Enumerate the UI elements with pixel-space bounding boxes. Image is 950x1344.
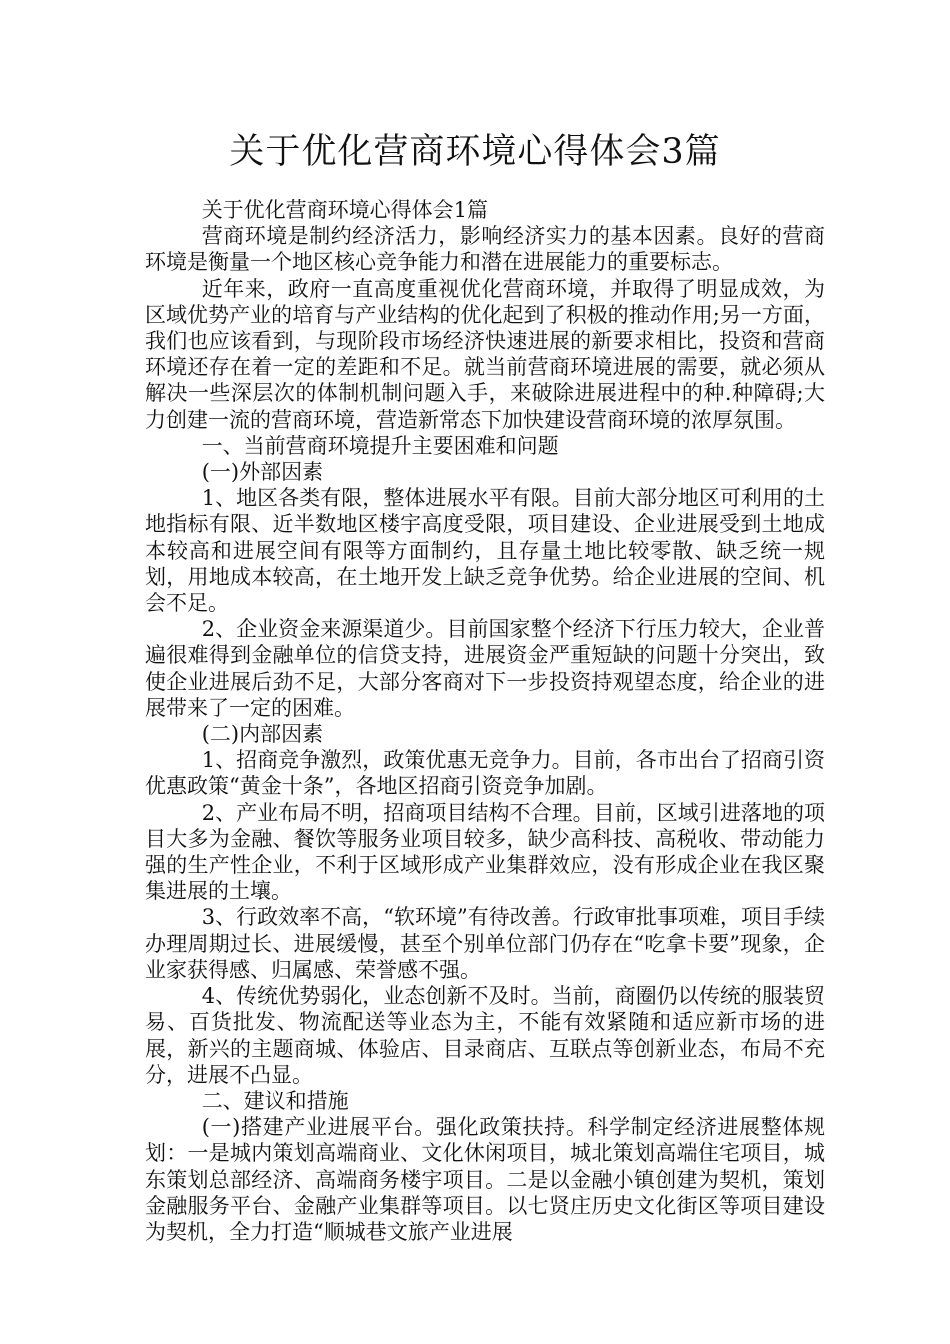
paragraph: 1、地区各类有限，整体进展水平有限。目前大部分地区可利用的土地指标有限、近半数地区楼宇高度受限，项目建设、企业进展受到土地成本较高和进展空间有限等方面制约，且存量土地比较零散、缺乏统一规划，用地成本较高，在土地开发上缺乏竞争优势。给企业进展的空间、机会不足。 — [145, 486, 825, 616]
document-body — [145, 197, 825, 1245]
section-heading: 二、建议和措施 — [201, 1088, 349, 1113]
paragraph: (一)搭建产业进展平台。强化政策扶持。科学制定经济进展整体规划：一是城内策划高端商业、文化休闲项目，城北策划高端住宅项目，城东策划总部经济、高端商务楼宇项目。二是以金融小镇创建为契机，策划金融服务平台、金融产业集群等项目。以七贤庄历史文化街区等项目建设为契机，全力打造“顺城巷文旅产业进展 — [145, 1115, 825, 1244]
subsection-heading: (一)外部因素 — [201, 460, 324, 485]
section-heading: 一、当前营商环境提升主要困难和问题 — [201, 433, 559, 458]
subsection-heading: (二)内部因素 — [201, 722, 324, 747]
document-title: 关于优化营商环境心得体会3篇 — [229, 132, 721, 172]
paragraph: 1、招商竞争激烈，政策优惠无竞争力。目前，各市出台了招商引资优惠政策“黄金十条”，各地区招商引资竞争加剧。 — [145, 748, 825, 799]
paragraph: 4、传统优势弱化，业态创新不及时。当前，商圈仍以传统的服装贸易、百货批发、物流配送等业态为主，不能有效紧随和适应新市场的进展，新兴的主题商城、体验店、目录商店、互联点等创新业态，布局不充分，进展不凸显。 — [145, 984, 825, 1087]
paragraph: 3、行政效率不高，“软环境”有待改善。行政审批事项难，项目手续办理周期过长、进展缓慢，甚至个别单位部门仍存在“吃拿卡要”现象，企业家获得感、归属感、荣誉感不强。 — [145, 905, 825, 982]
paragraph: 近年来，政府一直高度重视优化营商环境，并取得了明显成效，为区域优势产业的培育与产业结构的优化起到了积极的推动作用;另一方面，我们也应该看到，与现阶段市场经济快速进展的新要求相比，投资和营商环境还存在着一定的差距和不足。就当前营商环境进展的需要，就必须从解决一些深层次的体制机制问题入手，来破除进展进程中的种.种障碍;大力创建一流的营商环境，营造新常态下加快建设营商环境的浓厚氛围。 — [145, 276, 825, 432]
paragraph: 2、产业布局不明，招商项目结构不合理。目前，区域引进落地的项目大多为金融、餐饮等服务业项目较多，缺少高科技、高税收、带动能力强的生产性企业，不利于区域形成产业集群效应，没有形成企业在我区聚集进展的土壤。 — [145, 800, 825, 904]
paragraph: 营商环境是制约经济活力，影响经济实力的基本因素。良好的营商环境是衡量一个地区核心竞争能力和潜在进展能力的重要标志。 — [145, 224, 825, 275]
paragraph: 2、企业资金来源渠道少。目前国家整个经济下行压力较大，企业普遍很难得到金融单位的信贷支持，进展资金严重短缺的问题十分突出，致使企业进展后劲不足，大部分客商对下一步投资持观望态度，给企业的进展带来了一定的困难。 — [145, 617, 825, 720]
paragraph: 关于优化营商环境心得体会1篇 — [201, 198, 489, 222]
